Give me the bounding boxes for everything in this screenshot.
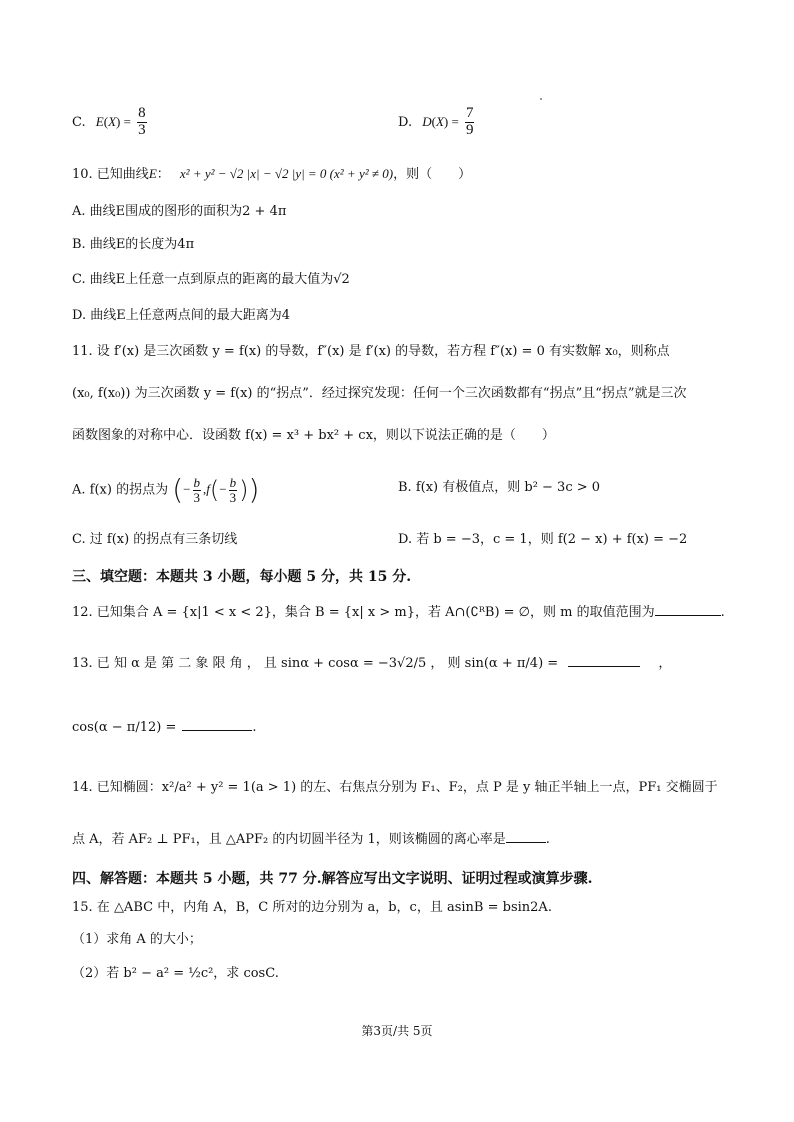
q10-option-a: A. 曲线E围成的图形的面积为2 + 4π	[72, 204, 287, 219]
q13-part2: cos(α − π/12) = .	[72, 720, 257, 735]
q11-option-b: B. f(x) 有极值点，则 b² − 3c > 0	[398, 480, 601, 495]
q11-option-c: C. 过 f(x) 的拐点有三条切线	[72, 532, 238, 547]
section-4-heading: 四、解答题：本题共 5 小题，共 77 分.解答应写出文字说明、证明过程或演算步骤.	[72, 871, 593, 887]
q14-line1: 14. 已知椭圆：x²/a² + y² = 1(a > 1) 的左、右焦点分别为 F₁、F₂，点 P 是 y 轴正半轴上一点，PF₁ 交椭圆于	[72, 780, 718, 795]
stray-dot	[540, 98, 542, 100]
q11-option-d: D. 若 b = −3，c = 1，则 f(2 − x) + f(x) = −2	[398, 532, 688, 547]
q11-line2: (x₀, f(x₀)) 为三次函数 y = f(x) 的“拐点”．经过探究发现：任何一个三次函数都有“拐点”且“拐点”就是三次	[72, 386, 687, 401]
q11-option-a: A. f(x) 的拐点为 (− $\frac{b}{3}$ ,f(− $\frac{b}{3}$ ))	[72, 473, 260, 507]
q10-option-d: D. 曲线E上任意两点间的最大距离为4	[72, 308, 290, 323]
section-3-heading: 三、填空题：本题共 3 小题，每小题 5 分，共 15 分.	[72, 569, 412, 585]
q12: 12. 已知集合 A = {x|1 < x < 2}，集合 B = {x| x > m}，若 A∩(∁ᴿB) = ∅，则 m 的取值范围为 .	[72, 605, 725, 620]
fraction-8-3: $\frac{8}{3}$	[138, 105, 146, 138]
q13-stem: 13. 已 知 α 是 第 二 象 限 角 ， 且 sinα + cosα = −3√2/5 ， 则 sin(α + π/4) = ，	[72, 656, 672, 671]
q15-part1: （1）求角 A 的大小；	[72, 932, 202, 947]
q9-option-c: C. E(X) = $\frac{8}{3}$	[72, 105, 146, 138]
q10-option-b: B. 曲线E的长度为4π	[72, 237, 195, 252]
q10-option-c: C. 曲线E上任意一点到原点的距离的最大值为√2	[72, 272, 350, 287]
q10-stem: 10. 已知曲线E： x² + y² − √2 |x| − √2 |y| = 0 (x² + y² ≠ 0)，则（ ）	[72, 166, 472, 182]
q15-part2: （2）若 b² − a² = ½c²，求 cosC.	[72, 966, 279, 981]
q15-stem: 15. 在 △ABC 中，内角 A，B，C 所对的边分别为 a，b，c，且 asinB = bsin2A.	[72, 900, 552, 915]
fraction-7-9: $\frac{7}{9}$	[465, 105, 474, 138]
q9-option-d: D. D(X) = $\frac{7}{9}$	[398, 105, 474, 138]
q11-line1: 11. 设 f′(x) 是三次函数 y = f(x) 的导数，f″(x) 是 f′(x) 的导数，若方程 f″(x) = 0 有实数解 x₀，则称点	[72, 344, 670, 359]
page-footer: 第3页/共 5页	[361, 1024, 433, 1038]
q11-line3: 函数图象的对称中心．设函数 f(x) = x³ + bx² + cx，则以下说法正确的是（ ）	[72, 428, 555, 443]
q14-line2: 点 A，若 AF₂ ⊥ PF₁，且 △APF₂ 的内切圆半径为 1，则该椭圆的离心率是 .	[72, 832, 550, 847]
